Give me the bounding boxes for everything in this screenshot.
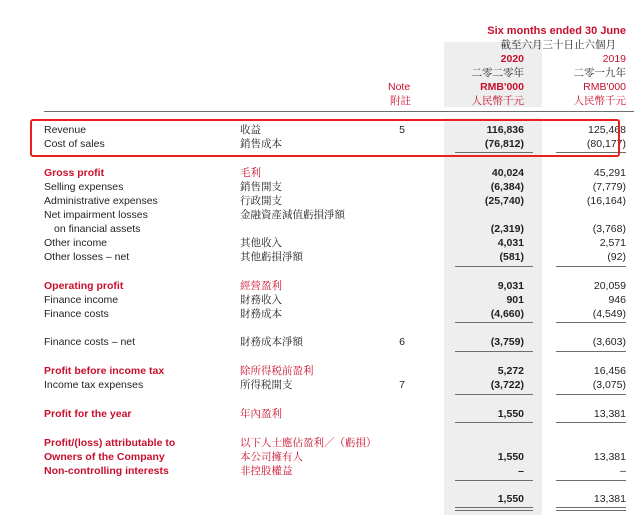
row-value-2020: (76,812) [484, 138, 524, 150]
row-value-2019: 45,291 [593, 167, 626, 179]
row-note: 6 [399, 336, 405, 348]
rule-2020-income-tax [455, 394, 533, 395]
period-zh: 截至六月三十日止六個月 [500, 39, 616, 51]
rule-2020-nci [455, 480, 533, 481]
table-row [0, 293, 640, 307]
period-en: Six months ended 30 June [487, 25, 626, 37]
table-row [0, 378, 640, 392]
row-label-zh: 收益 [240, 124, 261, 136]
highlight-box [30, 119, 620, 157]
row-label-en: Administrative expenses [44, 195, 158, 207]
row-label-zh: 年內盈利 [240, 408, 282, 420]
row-value-2020: 5,272 [497, 365, 524, 377]
unit-2020-zh: 人民幣千元 [471, 95, 524, 107]
rule-2019-finance-costs [556, 322, 626, 323]
row-value-2019: 125,468 [588, 124, 626, 136]
table-row [0, 407, 640, 421]
row-value-2020: 901 [506, 294, 524, 306]
row-value-2020: (3,759) [490, 336, 524, 348]
unit-2019-en: RMB'000 [583, 81, 626, 93]
row-note: 7 [399, 379, 405, 391]
rule-2019-nci [556, 480, 626, 481]
row-label-zh: 財務收入 [240, 294, 282, 306]
row-value-2020: (3,722) [490, 379, 524, 391]
table-row [0, 464, 640, 478]
row-label-zh: 銷售開支 [240, 181, 282, 193]
table-row [0, 236, 640, 250]
table-row [0, 180, 640, 194]
row-value-2020: 116,836 [486, 124, 524, 136]
row-label-en: Owners of the Company [44, 451, 165, 463]
row-label-zh: 經營盈利 [240, 280, 282, 292]
row-label-zh: 金融資產減值虧損淨額 [240, 209, 345, 221]
rule-2020-total-b [455, 510, 533, 511]
row-label-en: Revenue [44, 124, 87, 136]
row-label-en: Income tax expenses [44, 379, 144, 391]
row-label-zh: 其他虧損淨額 [240, 251, 303, 263]
table-row [0, 208, 640, 222]
row-value-2019: (3,075) [592, 379, 626, 391]
year-2020-zh: 二零二零年 [471, 67, 524, 79]
row-label-zh: 以下人士應佔盈利／（虧損） [240, 437, 377, 449]
row-value-2019: (7,779) [592, 181, 626, 193]
row-label-en: Gross profit [44, 167, 105, 179]
unit-2019-zh: 人民幣千元 [573, 95, 626, 107]
row-label-zh: 財務成本 [240, 308, 282, 320]
row-value-2019: (92) [607, 251, 626, 263]
rule-2019-other-losses [556, 266, 626, 267]
header-rule [44, 111, 634, 112]
rule-2019-total-b [556, 510, 626, 511]
row-value-2019: 13,381 [593, 408, 626, 420]
row-value-2019: 20,059 [593, 280, 626, 292]
row-label-zh: 非控股權益 [240, 465, 293, 477]
row-label-en: Other income [44, 237, 108, 249]
row-label-zh: 其他收入 [240, 237, 282, 249]
table-row [0, 250, 640, 264]
row-label-en: Profit before income tax [44, 365, 165, 377]
rule-2020-other-losses [455, 266, 533, 267]
row-value-2019: – [620, 465, 626, 477]
table-row [0, 335, 640, 349]
table-row [0, 436, 640, 450]
row-value-2020: (581) [499, 251, 524, 263]
row-value-2019: 2,571 [599, 237, 626, 249]
rule-2020-profit-year [455, 422, 533, 423]
table-row [0, 222, 640, 236]
table-row [0, 364, 640, 378]
row-label-en: Profit for the year [44, 408, 132, 420]
table-row [0, 307, 640, 321]
unit-2020-en: RMB'000 [480, 81, 524, 93]
row-value-2019: 13,381 [593, 451, 626, 463]
rule-2019-total-a [556, 507, 626, 508]
row-label-en: Profit/(loss) attributable to [44, 437, 176, 449]
row-value-2019: (3,768) [592, 223, 626, 235]
table-row [0, 279, 640, 293]
row-value-2020: 1,550 [497, 493, 524, 505]
rule-2019-finance-net [556, 351, 626, 352]
row-label-en: Cost of sales [44, 138, 105, 150]
row-value-2020: (6,384) [490, 181, 524, 193]
row-note: 5 [399, 124, 405, 136]
row-value-2020: – [518, 465, 524, 477]
note-header-zh: 附註 [390, 95, 411, 107]
row-label-en: Finance costs – net [44, 336, 136, 348]
row-label-en: Finance income [44, 294, 119, 306]
row-value-2019: (16,164) [586, 195, 626, 207]
row-value-2019: 13,381 [593, 493, 626, 505]
row-label-en: Selling expenses [44, 181, 124, 193]
row-label-en: Net impairment losses [44, 209, 148, 221]
row-value-2020: 40,024 [491, 167, 524, 179]
note-header-en: Note [388, 81, 411, 93]
rule-2019-income-tax [556, 394, 626, 395]
row-value-2019: (80,177) [586, 138, 626, 150]
rule-2020-total-a [455, 507, 533, 508]
row-label-zh: 銷售成本 [240, 138, 282, 150]
year-2020: 2020 [500, 53, 524, 65]
row-value-2019: (4,549) [592, 308, 626, 320]
row-label-en: Other losses – net [44, 251, 130, 263]
row-label-zh: 行政開支 [240, 195, 282, 207]
row-value-2020: 1,550 [497, 408, 524, 420]
row-value-2020: 9,031 [497, 280, 524, 292]
year-2019: 2019 [602, 53, 626, 65]
row-label-zh: 財務成本淨額 [240, 336, 303, 348]
row-value-2020: 1,550 [497, 451, 524, 463]
row-label-en: Operating profit [44, 280, 124, 292]
row-label-zh: 除所得税前盈利 [240, 365, 314, 377]
row-value-2020: (2,319) [490, 223, 524, 235]
row-label-en: Finance costs [44, 308, 109, 320]
row-value-2019: 946 [608, 294, 626, 306]
table-row [0, 450, 640, 464]
rule-2020-finance-net [455, 351, 533, 352]
table-row [0, 492, 640, 506]
row-label-zh: 本公司擁有人 [240, 451, 303, 463]
row-value-2019: 16,456 [593, 365, 626, 377]
row-label-zh: 所得税開支 [240, 379, 293, 391]
row-value-2020: 4,031 [497, 237, 524, 249]
row-label-en: on financial assets [54, 223, 141, 235]
row-value-2019: (3,603) [592, 336, 626, 348]
table-row [0, 194, 640, 208]
row-label-en: Non-controlling interests [44, 465, 169, 477]
year-2019-zh: 二零一九年 [573, 67, 626, 79]
rule-2020-finance-costs [455, 322, 533, 323]
rule-2019-profit-year [556, 422, 626, 423]
row-label-zh: 毛利 [240, 167, 261, 179]
row-value-2020: (4,660) [490, 308, 524, 320]
table-row [0, 166, 640, 180]
row-value-2020: (25,740) [484, 195, 524, 207]
